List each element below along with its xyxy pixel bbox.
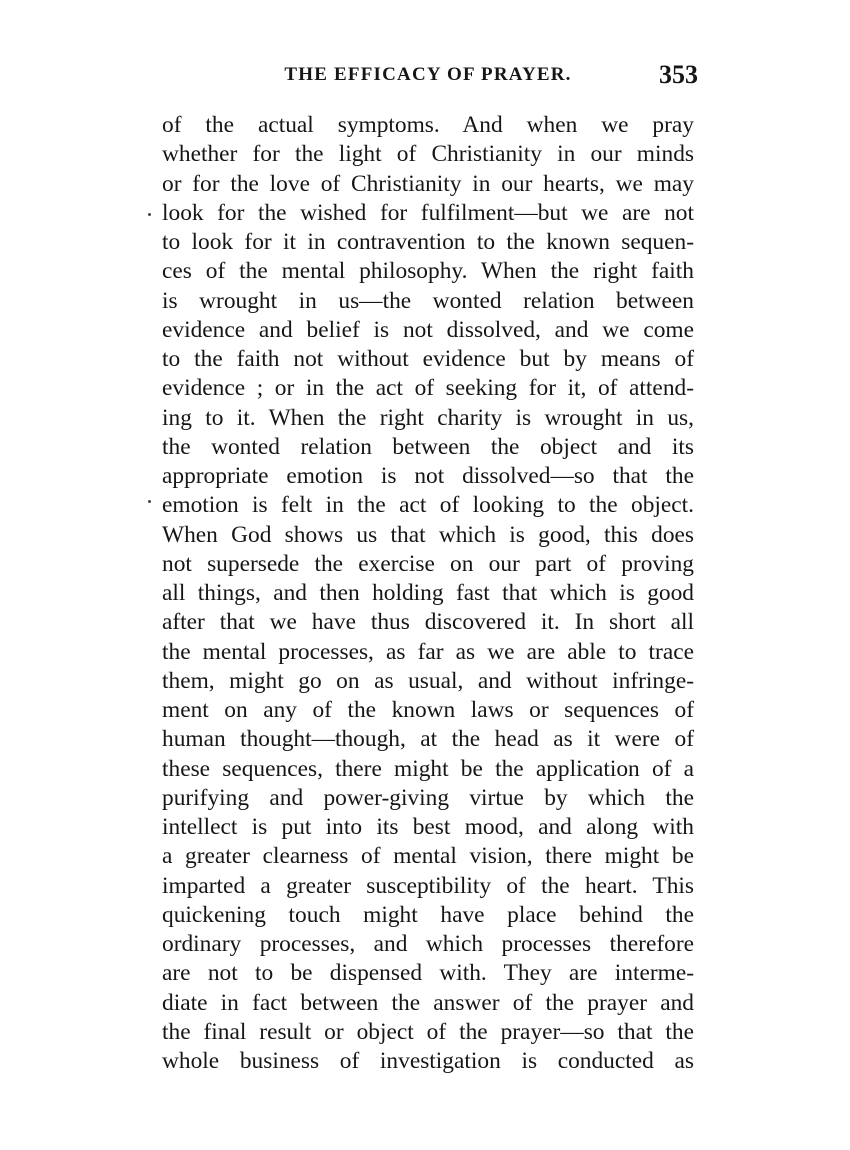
text-line: a greater clearness of mental vision, there might be	[162, 843, 694, 870]
text-line: after that we have thus discovered it. In short all	[162, 609, 694, 636]
text-line: ing to it. When the right charity is wrought in us,	[162, 404, 694, 431]
text-line: the mental processes, as far as we are able to trace	[162, 638, 694, 665]
text-line: emotion is felt in the act of looking to the object.	[162, 492, 694, 519]
text-line: human thought—though, at the head as it were of	[162, 726, 694, 753]
text-line: intellect is put into its best mood, and along with	[162, 814, 694, 840]
margin-mark	[148, 213, 151, 216]
text-line: them, might go on as usual, and without infringe-	[162, 667, 694, 694]
text-line: the final result or object of the prayer—so that the	[162, 1018, 694, 1045]
text-line: is wrought in us—the wonted relation between	[162, 287, 694, 314]
text-line: look for the wished for fulfilment—but we are not	[162, 199, 694, 226]
text-line: ment on any of the known laws or sequences of	[162, 697, 694, 723]
text-line: of the actual symptoms. And when we pray	[162, 112, 694, 138]
text-line: diate in fact between the answer of the prayer and	[162, 989, 694, 1016]
text-line: or for the love of Christianity in our hearts, we may	[162, 170, 694, 197]
text-line: purifying and power-giving virtue by which the	[162, 784, 694, 811]
text-line: ordinary processes, and which processes therefore	[162, 931, 694, 957]
text-line: evidence ; or in the act of seeking for it, of attend-	[162, 375, 694, 402]
text-line: to look for it in contravention to the known sequen-	[162, 229, 694, 255]
text-line: imparted a greater susceptibility of the heart. This	[162, 872, 694, 899]
text-line: not supersede the exercise on our part of proving	[162, 550, 694, 577]
body-text	[162, 111, 694, 1076]
text-line: appropriate emotion is not dissolved—so that the	[162, 463, 694, 489]
text-line: ces of the mental philosophy. When the right faith	[162, 258, 694, 285]
text-line: evidence and belief is not dissolved, and we come	[162, 316, 694, 343]
text-line: to the faith not without evidence but by means of	[162, 346, 694, 372]
text-line: whether for the light of Christianity in our minds	[162, 141, 694, 168]
page-number: 353	[659, 60, 698, 89]
running-head	[162, 60, 698, 94]
text-line: the wonted relation between the object and its	[162, 433, 694, 460]
text-line: When God shows us that which is good, this does	[162, 521, 694, 548]
running-title: THE EFFICACY OF PRAYER.	[284, 64, 572, 85]
text-line: are not to be dispensed with. They are interme-	[162, 960, 694, 987]
text-line: quickening touch might have place behind the	[162, 901, 694, 928]
margin-mark	[148, 500, 151, 503]
text-line: all things, and then holding fast that which is good	[162, 580, 694, 606]
text-line: whole business of investigation is conducted as	[162, 1048, 694, 1074]
text-line: these sequences, there might be the application of a	[162, 755, 694, 782]
